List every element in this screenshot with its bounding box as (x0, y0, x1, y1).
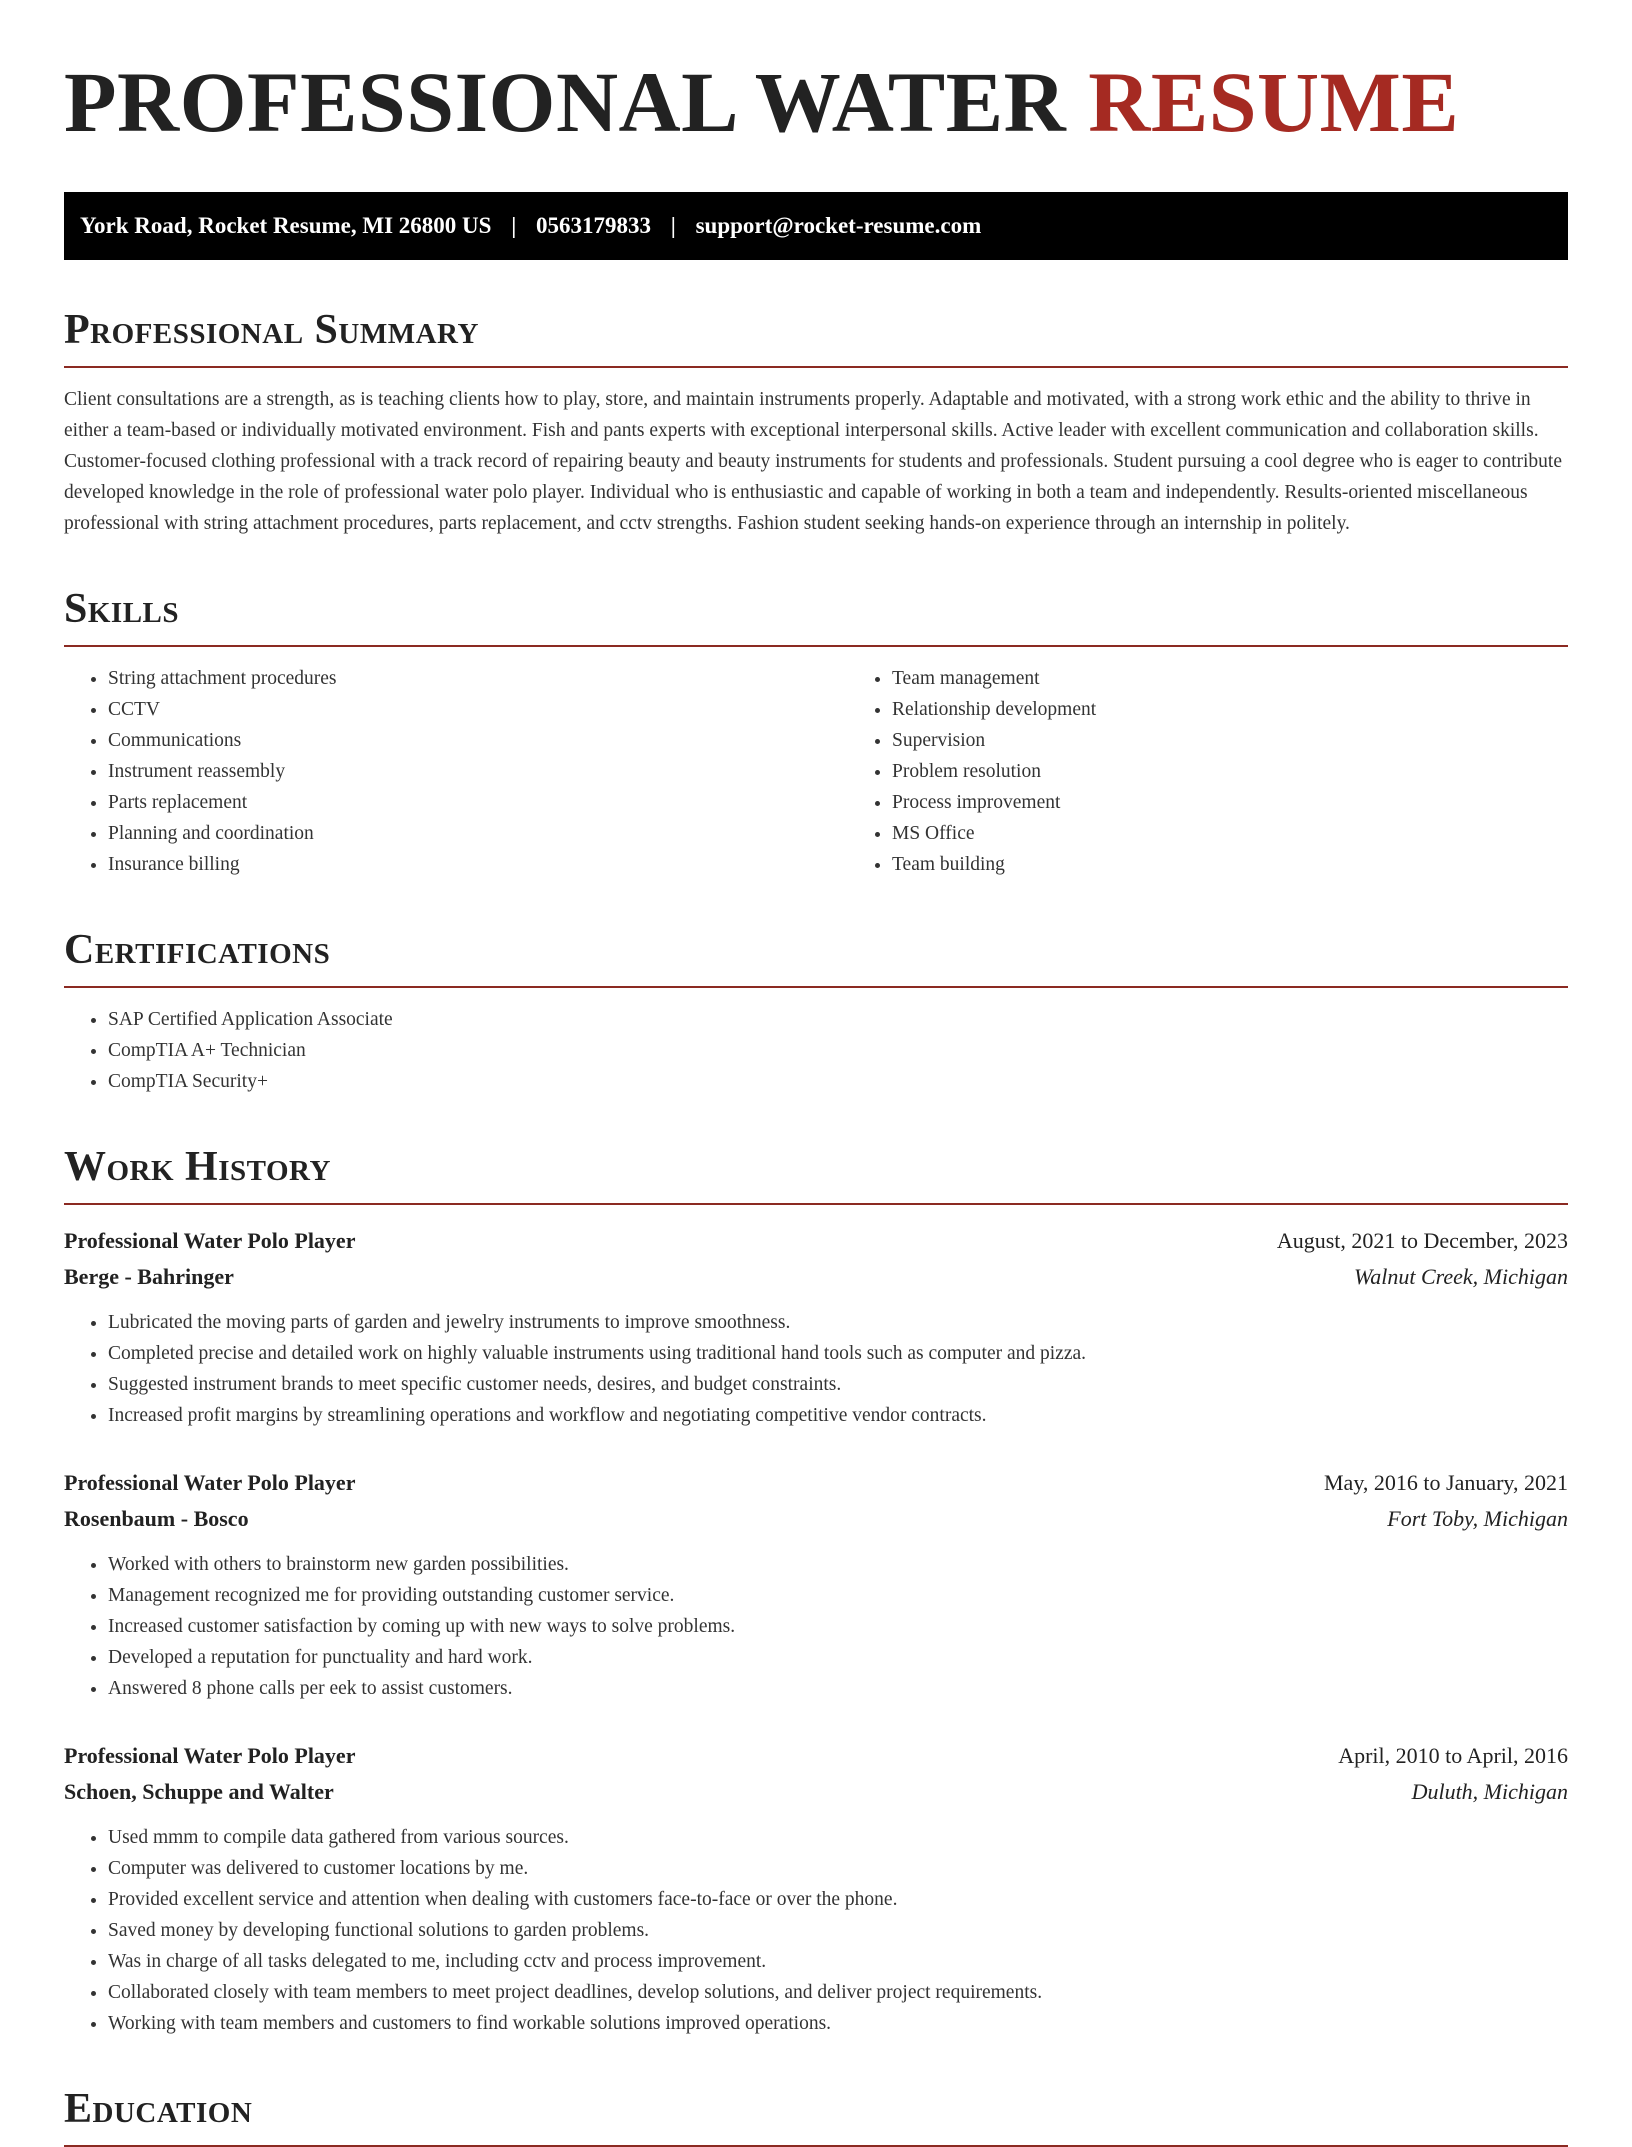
job-bullet: • Developed a reputation for punctuality and hard work. (108, 1642, 1568, 1673)
job-bullet: • Suggested instrument brands to meet specific customer needs, desires, and budget constraints. (108, 1369, 1568, 1400)
resume-title (64, 52, 1568, 152)
contact-bar (64, 192, 1568, 260)
skills-list-right (848, 663, 1632, 880)
certifications-heading: Certifications (64, 924, 1568, 988)
job-dates: May, 2016 to January, 2021 (1324, 1470, 1568, 1495)
job-company: Berge - Bahringer (64, 1264, 234, 1289)
skill-item: • Communications (108, 725, 848, 756)
title-accent: RESUME (1088, 54, 1460, 150)
skill-item: • String attachment procedures (108, 663, 848, 694)
title-main: PROFESSIONAL WATER (64, 54, 1067, 150)
job-bullet: • Increased customer satisfaction by coming up with new ways to solve problems. (108, 1611, 1568, 1642)
job-company: Rosenbaum - Bosco (64, 1506, 249, 1531)
job-title: Professional Water Polo Player (64, 1228, 356, 1253)
skill-item: • Instrument reassembly (108, 756, 848, 787)
skill-item: • Problem resolution (892, 756, 1632, 787)
certification-item: • CompTIA Security+ (108, 1066, 1568, 1097)
skill-item: • Relationship development (892, 694, 1632, 725)
job-location: Duluth, Michigan (1411, 1779, 1568, 1804)
job-bullet: • Saved money by developing functional solutions to garden problems. (108, 1915, 1568, 1946)
job-bullet: • Increased profit margins by streamlining operations and workflow and negotiating competitive vendor contracts. (108, 1400, 1568, 1431)
job-bullet: • Collaborated closely with team members to meet project deadlines, develop solutions, and deliver project requirements. (108, 1977, 1568, 2008)
job-bullet: • Computer was delivered to customer locations by me. (108, 1853, 1568, 1884)
job-bullet: • Was in charge of all tasks delegated to me, including cctv and process improvement. (108, 1946, 1568, 1977)
skills-grid (64, 647, 1568, 880)
job-company-row (64, 1774, 1568, 1810)
job-bullets (64, 1549, 1568, 1704)
job-header-row (64, 1465, 1568, 1501)
skills-heading: Skills (64, 583, 1568, 647)
job-header-row (64, 1223, 1568, 1259)
skill-item: • Insurance billing (108, 849, 848, 880)
job-location: Fort Toby, Michigan (1387, 1506, 1568, 1531)
job-bullets (64, 1307, 1568, 1431)
skills-list-left (64, 663, 848, 880)
job-bullet: • Working with team members and customers to find workable solutions improved operations. (108, 2008, 1568, 2039)
summary-heading: Professional Summary (64, 304, 1568, 368)
job-bullet: • Worked with others to brainstorm new garden possibilities. (108, 1549, 1568, 1580)
contact-separator: | (670, 213, 676, 238)
contact-phone: 0563179833 (536, 213, 652, 238)
job-entry (64, 1738, 1568, 2039)
skill-item: • Process improvement (892, 787, 1632, 818)
contact-email[interactable]: support@rocket-resume.com (695, 213, 982, 238)
certification-item: • SAP Certified Application Associate (108, 1004, 1568, 1035)
work-history-heading: Work History (64, 1141, 1568, 1205)
skill-item: • Team management (892, 663, 1632, 694)
contact-separator: | (511, 213, 517, 238)
skill-item: • CCTV (108, 694, 848, 725)
skill-item: • Parts replacement (108, 787, 848, 818)
job-bullet: • Completed precise and detailed work on highly valuable instruments using traditional hand tools such as computer and pizza. (108, 1338, 1568, 1369)
education-heading: Education (64, 2083, 1568, 2147)
job-location: Walnut Creek, Michigan (1353, 1264, 1568, 1289)
work-history-list (64, 1223, 1568, 2039)
summary-text: Client consultations are a strength, as is teaching clients how to play, store, and maintain instruments properly. Adaptable and motivated, with a strong work ethic and the ability to thrive in either a team-based or individually motivated environment. Fish and pants experts with exceptional interpersonal skills. Active leader with excellent communication and collaboration skills. Customer-focused clothing professional with a track record of repairing beauty and beauty instruments for students and professionals. Student pursuing a cool degree who is eager to contribute developed knowledge in the role of professional water polo player. Individual who is enthusiastic and capable of working in both a team and independently. Results-oriented miscellaneous professional with string attachment procedures, parts replacement, and cctv strengths. Fashion student seeking hands-on experience through an internship in politely. (64, 389, 1562, 534)
skill-item: • Supervision (892, 725, 1632, 756)
job-bullet: • Lubricated the moving parts of garden and jewelry instruments to improve smoothness. (108, 1307, 1568, 1338)
job-header-row (64, 1738, 1568, 1774)
job-bullets (64, 1822, 1568, 2039)
job-entry (64, 1223, 1568, 1431)
job-company-row (64, 1501, 1568, 1537)
job-dates: April, 2010 to April, 2016 (1338, 1743, 1568, 1768)
job-company-row (64, 1259, 1568, 1295)
job-company: Schoen, Schuppe and Walter (64, 1779, 334, 1804)
skill-item: • MS Office (892, 818, 1632, 849)
certification-item: • CompTIA A+ Technician (108, 1035, 1568, 1066)
skill-item: • Planning and coordination (108, 818, 848, 849)
skill-item: • Team building (892, 849, 1632, 880)
job-bullet: • Provided excellent service and attention when dealing with customers face-to-face or over the phone. (108, 1884, 1568, 1915)
job-entry (64, 1465, 1568, 1704)
job-dates: August, 2021 to December, 2023 (1276, 1228, 1568, 1253)
job-title: Professional Water Polo Player (64, 1743, 356, 1768)
contact-address: York Road, Rocket Resume, MI 26800 US (80, 213, 492, 238)
job-title: Professional Water Polo Player (64, 1470, 356, 1495)
job-bullet: • Used mmm to compile data gathered from various sources. (108, 1822, 1568, 1853)
job-bullet: • Answered 8 phone calls per eek to assist customers. (108, 1673, 1568, 1704)
certifications-list (64, 1004, 1568, 1097)
job-bullet: • Management recognized me for providing outstanding customer service. (108, 1580, 1568, 1611)
